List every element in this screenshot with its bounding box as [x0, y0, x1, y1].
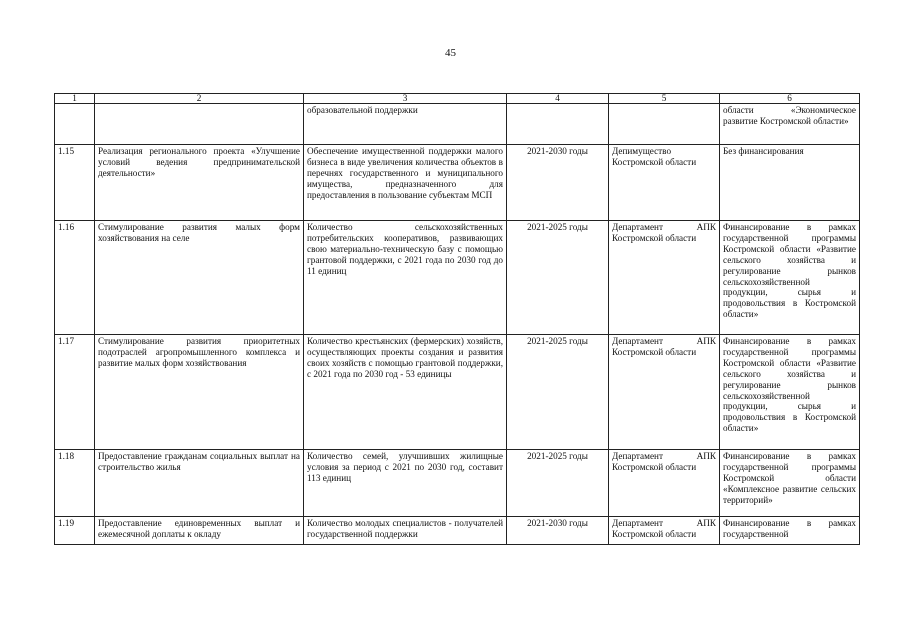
executor-cell: Депимущество Костромской области	[609, 145, 720, 221]
period-cell: 2021-2030 годы	[507, 517, 609, 545]
plan-table	[54, 93, 860, 545]
measure-cell: Предоставление единовременных выплат и ежемесячной доплаты к окладу	[95, 517, 304, 545]
header-row	[55, 94, 860, 104]
financing-cell: Финансирование в рамках государственной	[720, 517, 860, 545]
row-number-cell: 1.15	[55, 145, 95, 221]
indicator-cell: Количество крестьянских (фермерских) хозяйств, осуществляющих проекты создания и развития своих хозяйств с помощью грантовой поддержки, с 2021 года по 2030 год - 53 единицы	[304, 335, 507, 450]
financing-cell: Финансирование в рамках государственной программы Костромской области «Развитие сельского хозяйства и регулирование рынков сельскохозяйственной продукции, сырья и продовольствия в Костромской области»	[720, 335, 860, 450]
indicator-cell: Количество молодых специалистов - получателей государственной поддержки	[304, 517, 507, 545]
period-cell: 2021-2025 годы	[507, 450, 609, 517]
header-cell: 3	[304, 94, 507, 104]
row-number-cell	[55, 104, 95, 145]
financing-cell: Финансирование в рамках государственной программы Костромской области «Комплексное развитие сельских территорий»	[720, 450, 860, 517]
header-cell: 4	[507, 94, 609, 104]
measure-cell: Стимулирование развития приоритетных подотраслей агропромышленного комплекса и развитие малых форм хозяйствования	[95, 335, 304, 450]
period-cell: 2021-2030 годы	[507, 145, 609, 221]
indicator-cell: Количество сельскохозяйственных потребительских кооперативов, развивающих свою материально-техническую базу с помощью грантовой поддержки, с 2021 года по 2030 год до 11 единиц	[304, 221, 507, 335]
executor-cell: Департамент АПК Костромской области	[609, 450, 720, 517]
executor-cell: Департамент АПК Костромской области	[609, 335, 720, 450]
executor-cell	[609, 104, 720, 145]
row-number-cell: 1.16	[55, 221, 95, 335]
indicator-cell: образовательной поддержки	[304, 104, 507, 145]
measure-cell	[95, 104, 304, 145]
header-cell: 1	[55, 94, 95, 104]
row-number-cell: 1.17	[55, 335, 95, 450]
row-number-cell: 1.19	[55, 517, 95, 545]
table-row	[55, 335, 860, 450]
measure-cell: Стимулирование развития малых форм хозяйствования на селе	[95, 221, 304, 335]
table-row	[55, 517, 860, 545]
financing-cell: Финансирование в рамках государственной программы Костромской области «Развитие сельского хозяйства и регулирование рынков сельскохозяйственной продукции, сырья и продовольствия в Костромской области»	[720, 221, 860, 335]
executor-cell: Департамент АПК Костромской области	[609, 221, 720, 335]
header-cell: 2	[95, 94, 304, 104]
period-cell	[507, 104, 609, 145]
measure-cell: Предоставление гражданам социальных выплат на строительство жилья	[95, 450, 304, 517]
row-number-cell: 1.18	[55, 450, 95, 517]
period-cell: 2021-2025 годы	[507, 335, 609, 450]
page-number: 45	[445, 47, 456, 59]
table-row	[55, 221, 860, 335]
indicator-cell: Обеспечение имущественной поддержки малого бизнеса в виде увеличения количества объектов в перечнях государственного и муниципального имущества, предназначенного для предоставления в пользование субъектам МСП	[304, 145, 507, 221]
executor-cell: Департамент АПК Костромской области	[609, 517, 720, 545]
period-cell: 2021-2025 годы	[507, 221, 609, 335]
financing-cell: области «Экономическое развитие Костромской области»	[720, 104, 860, 145]
table-row	[55, 145, 860, 221]
indicator-cell: Количество семей, улучшивших жилищные условия за период с 2021 по 2030 год, составит 113 единиц	[304, 450, 507, 517]
header-cell: 6	[720, 94, 860, 104]
financing-cell: Без финансирования	[720, 145, 860, 221]
measure-cell: Реализация регионального проекта «Улучшение условий ведения предпринимательской деятельности»	[95, 145, 304, 221]
header-cell: 5	[609, 94, 720, 104]
table-row	[55, 450, 860, 517]
table-row	[55, 104, 860, 145]
